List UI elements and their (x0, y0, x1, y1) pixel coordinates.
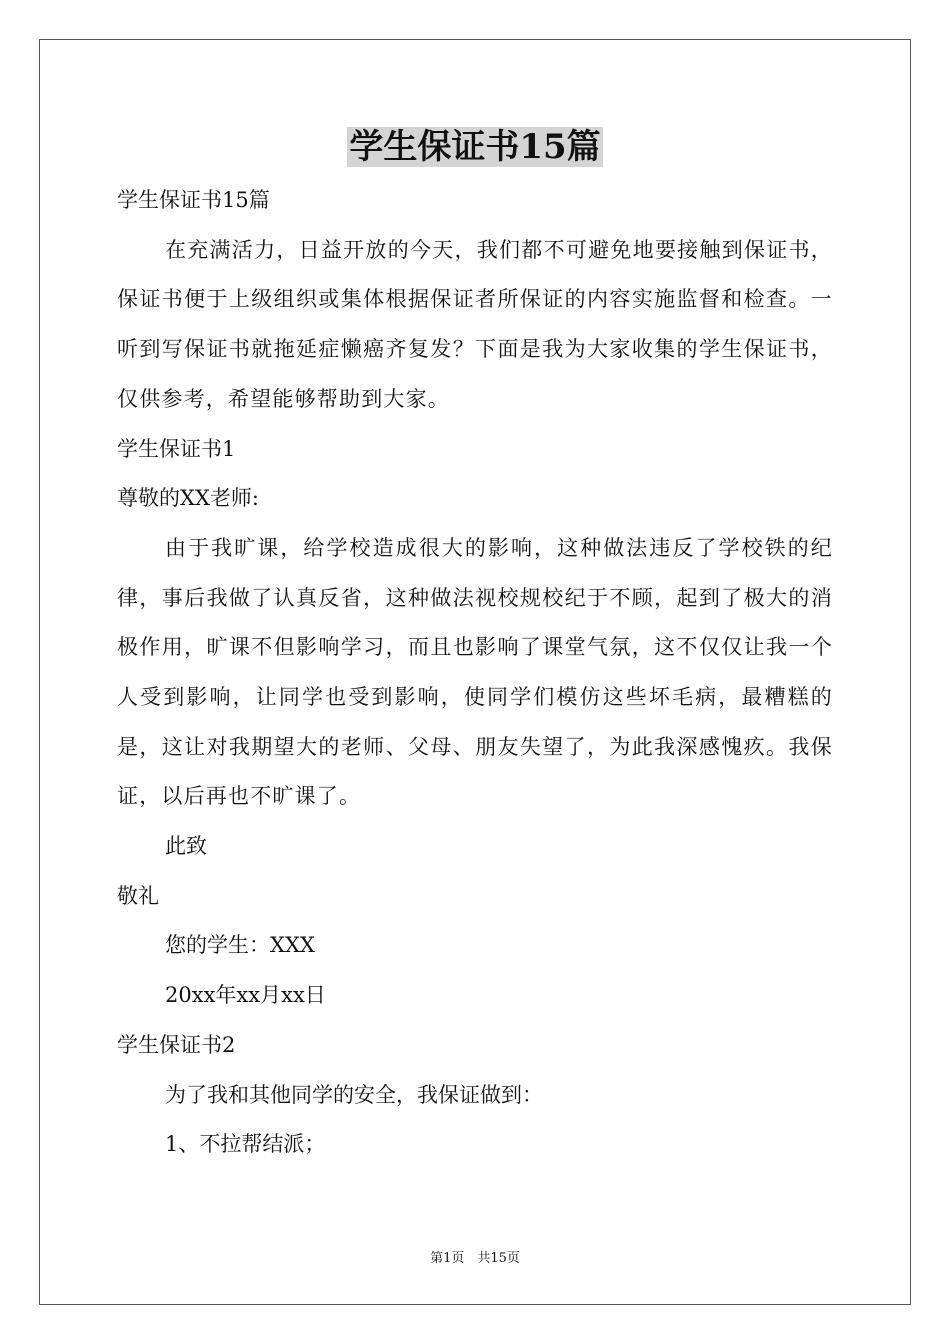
date-line: 20xx年xx月xx日 (165, 983, 326, 1008)
document-body (117, 176, 833, 1170)
section2-heading: 学生保证书2 (117, 1032, 236, 1057)
page-footer: 第1页 共15页 (430, 1251, 520, 1266)
closing-line-1: 此致 (165, 834, 207, 859)
document-title (0, 124, 950, 170)
body2-line: 为了我和其他同学的安全，我保证做到： (165, 1082, 543, 1107)
body1-paragraph: 由于我旷课，给学校造成很大的影响，这种做法违反了学校铁的纪律，事后我做了认真反省，这种做法视校规校纪于不顾，起到了极大的消极作用，旷课不但影响学习，而且也影响了课堂气氛，这不仅仅让我一个人受到影响，让同学也受到影响，使同学们模仿这些坏毛病，最糟糕的是，这让对我期望大的老师、父母、朋友失望了，为此我深感愧疚。我保证，以后再也不旷课了。 (117, 535, 833, 809)
section1-heading: 学生保证书1 (117, 436, 236, 461)
intro-paragraph: 在充满活力，日益开放的今天，我们都不可避免地要接触到保证书，保证书便于上级组织或集体根据保证者所保证的内容实施监督和检查。一听到写保证书就拖延症懒癌齐复发？下面是我为大家收集的学生保证书，仅供参考，希望能够帮助到大家。 (117, 237, 833, 411)
salutation-line: 尊敬的XX老师: (117, 486, 259, 511)
signature-line: 您的学生：XXX (165, 933, 315, 958)
list-item: 1、不拉帮结派； (165, 1132, 326, 1157)
document-title-text: 学生保证书15篇 (349, 127, 601, 167)
closing-line-2: 敬礼 (117, 883, 159, 908)
subtitle-line: 学生保证书15篇 (117, 188, 270, 212)
